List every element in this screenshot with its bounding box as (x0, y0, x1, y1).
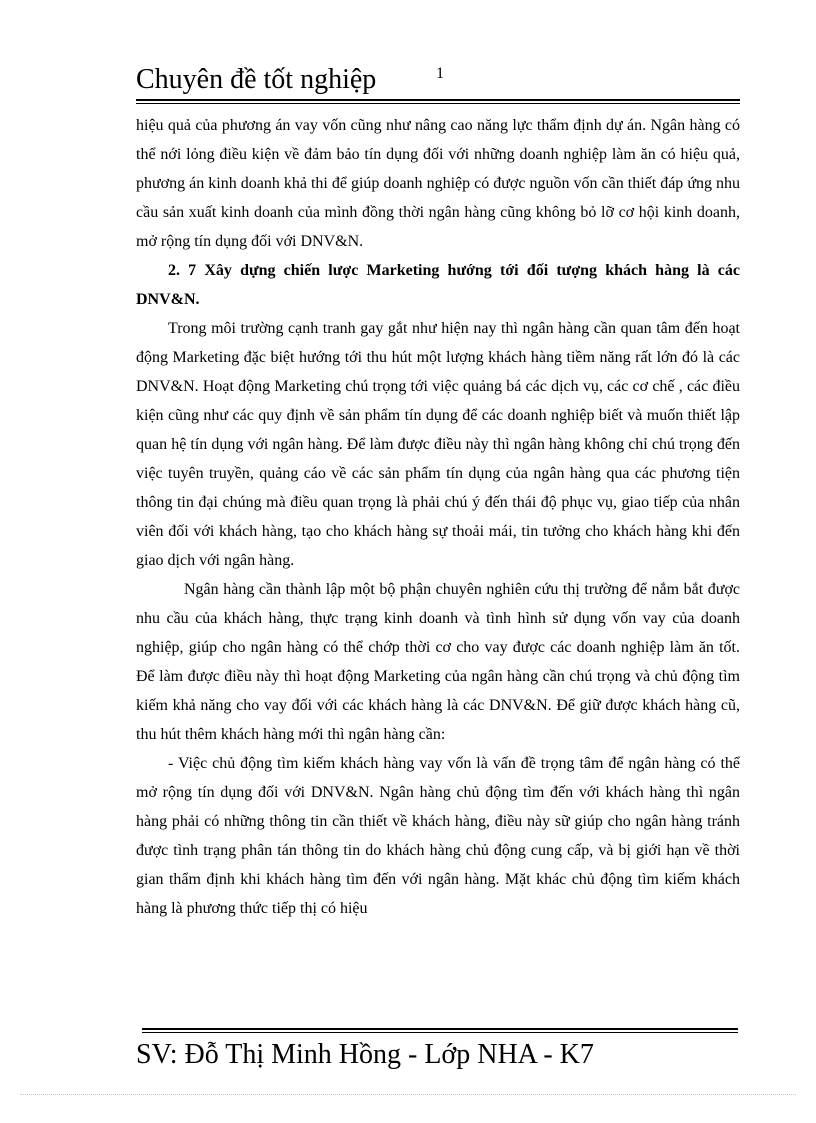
header-rule-thin (136, 103, 740, 104)
paragraph-research: Ngân hàng cần thành lập một bộ phận chuyên nghiên cứu thị trường để nắm bắt được nhu cầu của khách hàng, thực trạng kinh doanh và tình hình sử dụng vốn vay của doanh nghiệp, giúp cho ngân hàng có thể chớp thời cơ cho vay được các doanh nghiệp làm ăn tốt. Để làm được điều này thì hoạt động Marketing của ngân hàng cần chú trọng và chủ động tìm kiếm khả năng cho vay đối với các khách hàng là các DNV&N. Để giữ được khách hàng cũ, thu hút thêm khách hàng mới thì ngân hàng cần: (136, 581, 740, 743)
page-header-title: Chuyên đề tốt nghiệp (136, 64, 377, 95)
page-bottom-divider (20, 1094, 796, 1095)
paragraph-continued: hiệu quả của phương án vay vốn cũng như nâng cao năng lực thẩm định dự án. Ngân hàng có thể nới lỏng điều kiện về đảm bảo tín dụng đối với những doanh nghiệp làm ăn có hiệu quả, phương án kinh doanh khả thi để giúp doanh nghiệp có được nguồn vốn cần thiết đáp ứng nhu cầu sản xuất kinh doanh của mình đồng thời ngân hàng cũng không bỏ lỡ cơ hội kinh doanh, mở rộng tín dụng đối với DNV&N. (136, 117, 740, 250)
footer-rule-thick (142, 1028, 738, 1030)
paragraph-marketing: Trong môi trường cạnh tranh gay gắt như hiện nay thì ngân hàng cần quan tâm đến hoạt động Marketing đặc biệt hướng tới thu hút một lượng khách hàng tiềm năng rất lớn đó là các DNV&N. Hoạt động Marketing chú trọng tới việc quảng bá các dịch vụ, các cơ chế , các điều kiện cũng như các quy định về sản phẩm tín dụng để các doanh nghiệp biết và muốn thiết lập quan hệ tín dụng với ngân hàng. Để làm được điều này thì ngân hàng không chỉ chú trọng đến việc tuyên truyền, quảng cáo về các sản phẩm tín dụng của ngân hàng qua các phương tiện thông tin đại chúng mà điều quan trọng là phải chú ý đến thái độ phục vụ, giao tiếp của nhân viên đối với khách hàng, tạo cho khách hàng sự thoải mái, tin tưởng cho khách hàng khi đến giao dịch với ngân hàng. (136, 320, 740, 569)
page-number: 1 (436, 65, 444, 82)
footer-rule-thin (142, 1032, 738, 1033)
section-heading: 2. 7 Xây dựng chiến lược Marketing hướng tới đối tượng khách hàng là các DNV&N. (136, 262, 740, 308)
page-footer: SV: Đỗ Thị Minh Hồng - Lớp NHA - K7 (136, 1039, 594, 1070)
paragraph-bullet: - Việc chủ động tìm kiếm khách hàng vay vốn là vấn đề trọng tâm để ngân hàng có thể mở rộng tín dụng đối với DNV&N. Ngân hàng chủ động tìm đến với khách hàng thì ngân hàng phải có những thông tin cần thiết về khách hàng, điều này sữ giúp cho ngân hàng tránh được tình trạng phân tán thông tin do khách hàng chủ động cung cấp, và bị giới hạn về thời gian thẩm định khi khách hàng tìm đến với ngân hàng. Mặt khác chủ động tìm kiếm khách hàng là phương thức tiếp thị có hiệu (136, 755, 740, 917)
document-body (136, 111, 740, 923)
header-rule-thick (136, 99, 740, 101)
